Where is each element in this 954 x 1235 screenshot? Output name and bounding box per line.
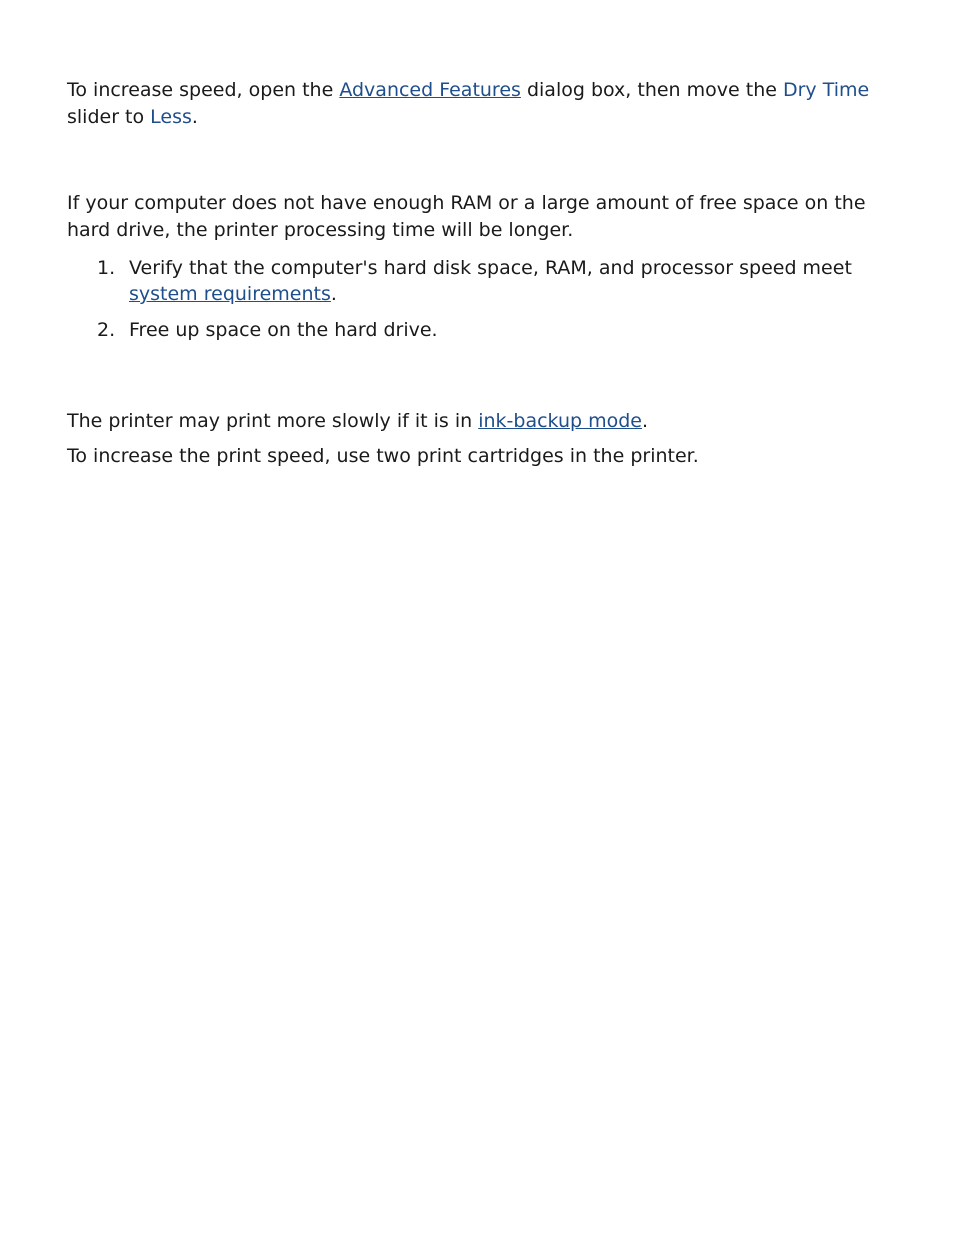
dry-time-text-middle: dialog box, then move the [520,79,783,101]
step-number: 1. [97,257,116,279]
step-text: Free up space on the hard drive. [129,319,438,341]
ink-backup-paragraph [67,408,887,435]
list-item [67,317,887,343]
slider-to-text: slider to [67,105,151,128]
list-item [67,255,887,307]
less-term: Less [150,105,192,128]
ink-backup-text-end: . [641,410,649,432]
system-requirements-link[interactable]: system requirements [129,283,331,305]
step-text-before: Verify that the computer's hard disk space, RAM, and processor speed meet [129,257,852,279]
advanced-features-link[interactable]: Advanced Features [339,79,521,101]
dry-time-paragraph [67,77,887,130]
dry-time-term: Dry Time [782,79,870,101]
print-speed-tip: To increase the print speed, use two print cartridges in the printer. [67,445,699,467]
ram-intro-paragraph: If your computer does not have enough RAM or a large amount of free space on the hard drive, the printer processing time will be longer. [67,192,866,241]
dry-time-text-before: To increase speed, open the [67,79,340,101]
ink-backup-text-before: The printer may print more slowly if it is in [67,410,479,432]
step-number: 2. [97,319,116,341]
ink-backup-mode-link[interactable]: ink-backup mode [478,410,642,432]
ram-steps-list [67,255,887,343]
step-text-after: . [330,283,337,305]
dry-time-text-end: . [191,105,198,128]
